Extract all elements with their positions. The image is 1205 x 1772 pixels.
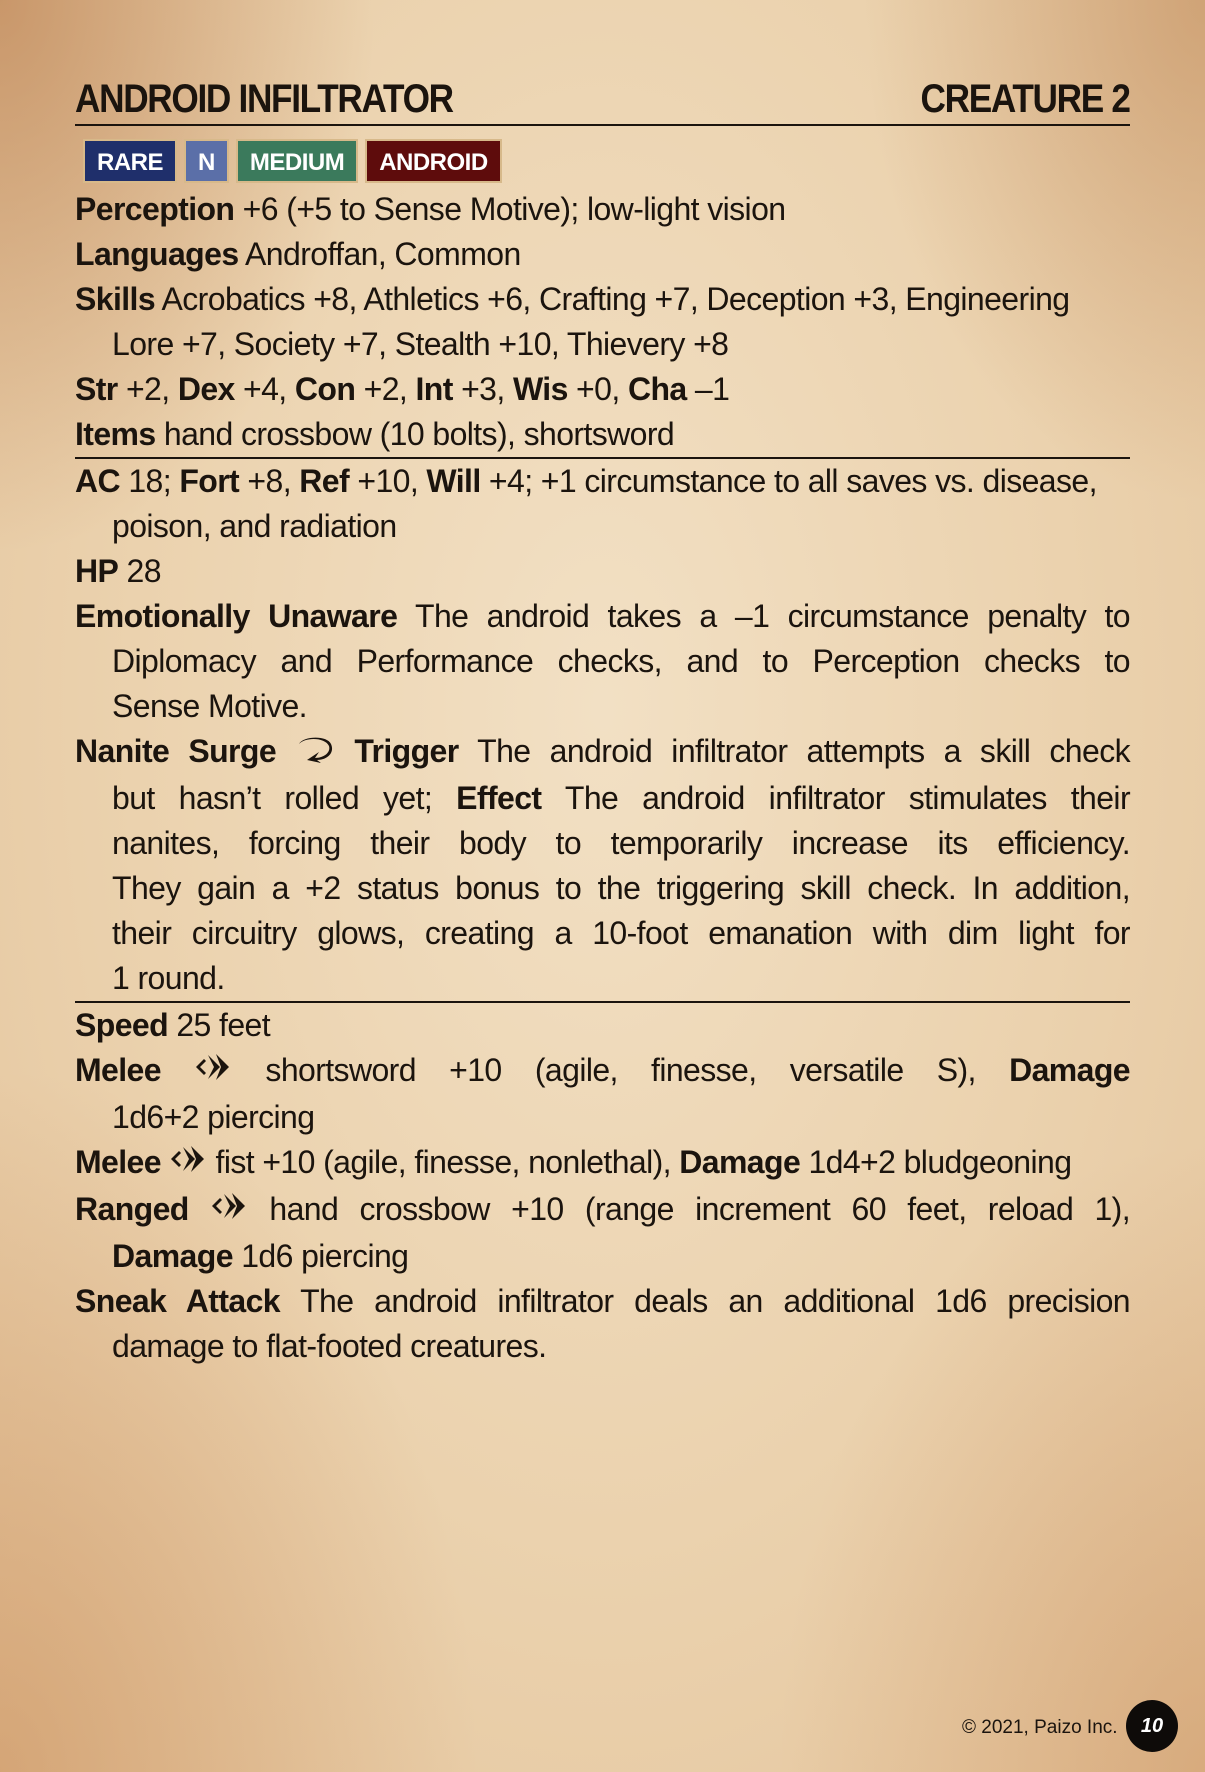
perception-value: +6 (+5 to Sense Motive); low-light vision [234, 191, 786, 227]
nanite-surge-line-3: nanites, forcing their body to temporarily increase its efficiency. [112, 825, 1130, 862]
creature-level: CREATURE 2 [920, 77, 1130, 121]
speed-value: 25 feet [168, 1007, 270, 1044]
nanite-surge-label: Nanite Surge [75, 733, 277, 769]
con-value: +2, [355, 371, 416, 407]
copyright-notice: © 2021, Paizo Inc. [962, 1717, 1118, 1738]
ability-scores-line [75, 367, 1130, 412]
emotionally-unaware-line-2: Diplomacy and Performance checks, and to Perception checks to [112, 643, 1130, 679]
melee-shortsword-line [75, 1048, 1130, 1095]
single-action-icon [194, 1050, 232, 1095]
title-row [75, 72, 1130, 126]
nanite-surge-line-5: their circuitry glows, creating a 10-foot emanation with dim light for [112, 915, 1130, 952]
sneak-attack-text: The android infiltrator deals an additional 1d6 precision [280, 1283, 1130, 1320]
int-label: Int [415, 371, 453, 407]
languages-value: Androffan, Common [238, 236, 521, 272]
str-value: +2, [117, 371, 178, 407]
int-value: +3, [452, 371, 513, 407]
languages-label: Languages [75, 236, 239, 272]
cha-label: Cha [627, 371, 687, 407]
emotionally-unaware-text: The android takes a –1 circumstance penalty to [397, 598, 1130, 634]
effect-text: The android infiltrator stimulates their [541, 780, 1131, 817]
emotionally-unaware-line-3: Sense Motive. [112, 688, 307, 724]
sneak-attack-line-2: damage to flat-footed creatures. [112, 1328, 547, 1365]
single-action-icon [210, 1189, 248, 1234]
trigger-label: Trigger [354, 733, 459, 769]
emotionally-unaware-line [75, 594, 1130, 639]
hp-line [75, 549, 1130, 594]
fort-label: Fort [179, 463, 240, 499]
perception-line [75, 187, 1130, 232]
ranged-label: Ranged [75, 1191, 189, 1228]
melee-shortsword-text: shortsword +10 (agile, finesse, versatile S), [232, 1052, 1010, 1089]
trigger-text: The android infiltrator attempts a skill check [458, 733, 1130, 769]
trait-rare: RARE [83, 139, 177, 183]
perception-label: Perception [75, 191, 235, 227]
trigger-text-cont: but hasn’t rolled yet; [112, 780, 457, 817]
dex-label: Dex [177, 371, 235, 407]
items-value: hand crossbow (10 bolts), shortsword [155, 416, 675, 452]
single-action-icon [169, 1142, 207, 1187]
hp-value: 28 [118, 553, 161, 589]
will-label: Will [426, 463, 481, 499]
effect-label: Effect [456, 780, 542, 817]
languages-line [75, 232, 1130, 277]
will-value: +4; +1 circumstance to all saves vs. disease, [480, 463, 1097, 499]
defense-line [75, 457, 1130, 504]
melee-fist-line [75, 1140, 1130, 1187]
nanite-surge-line-6: 1 round. [112, 960, 225, 997]
nanite-surge-line-4: They gain a +2 status bonus to the triggering skill check. In addition, [112, 870, 1130, 907]
melee-label: Melee [75, 1052, 161, 1089]
emotionally-unaware-label: Emotionally Unaware [75, 598, 398, 634]
trait-alignment: N [184, 139, 229, 183]
ranged-line [75, 1187, 1130, 1234]
ranged-damage-line [75, 1234, 1130, 1279]
items-line [75, 412, 1130, 457]
wis-label: Wis [512, 371, 568, 407]
trait-list [83, 139, 1130, 183]
cha-value: –1 [686, 371, 730, 407]
nanite-surge-line [75, 729, 1130, 776]
sneak-attack-line [75, 1279, 1130, 1324]
wis-value: +0, [567, 371, 628, 407]
defense-line-cont: poison, and radiation [112, 508, 397, 544]
damage-label: Damage [1009, 1052, 1130, 1089]
skills-line [75, 277, 1130, 322]
ac-label: AC [75, 463, 121, 499]
str-label: Str [75, 371, 118, 407]
stat-block [75, 72, 1130, 1369]
ranged-text: hand crossbow +10 (range increment 60 feet, reload 1), [248, 1191, 1130, 1228]
dex-value: +4, [234, 371, 295, 407]
skills-line-cont: Lore +7, Society +7, Stealth +10, Thievery +8 [112, 326, 729, 362]
con-label: Con [294, 371, 356, 407]
ref-value: +10, [349, 463, 427, 499]
melee-fist-text: fist +10 (agile, finesse, nonlethal), [207, 1144, 680, 1181]
melee-shortsword-damage: 1d6+2 piercing [112, 1099, 315, 1136]
creature-name: ANDROID INFILTRATOR [75, 77, 453, 121]
sneak-attack-label: Sneak Attack [75, 1283, 280, 1320]
skills-value: Acrobatics +8, Athletics +6, Crafting +7, Deception +3, Engineering [155, 281, 1070, 317]
damage-label: Damage [112, 1238, 233, 1275]
reaction-icon [295, 731, 335, 776]
nanite-surge-line-2 [75, 776, 1130, 821]
trait-size: MEDIUM [236, 139, 358, 183]
speed-line [75, 1001, 1130, 1048]
ref-label: Ref [299, 463, 350, 499]
skills-label: Skills [75, 281, 156, 317]
speed-label: Speed [75, 1007, 169, 1044]
hp-label: HP [75, 553, 119, 589]
melee-label: Melee [75, 1144, 161, 1181]
ac-value: 18; [120, 463, 180, 499]
page-number-badge: 10 [1126, 1700, 1178, 1752]
melee-fist-damage: 1d4+2 bludgeoning [800, 1144, 1072, 1181]
damage-label: Damage [679, 1144, 801, 1181]
ranged-damage: 1d6 piercing [232, 1238, 409, 1275]
fort-value: +8, [239, 463, 300, 499]
trait-android: ANDROID [365, 139, 502, 183]
items-label: Items [75, 416, 156, 452]
